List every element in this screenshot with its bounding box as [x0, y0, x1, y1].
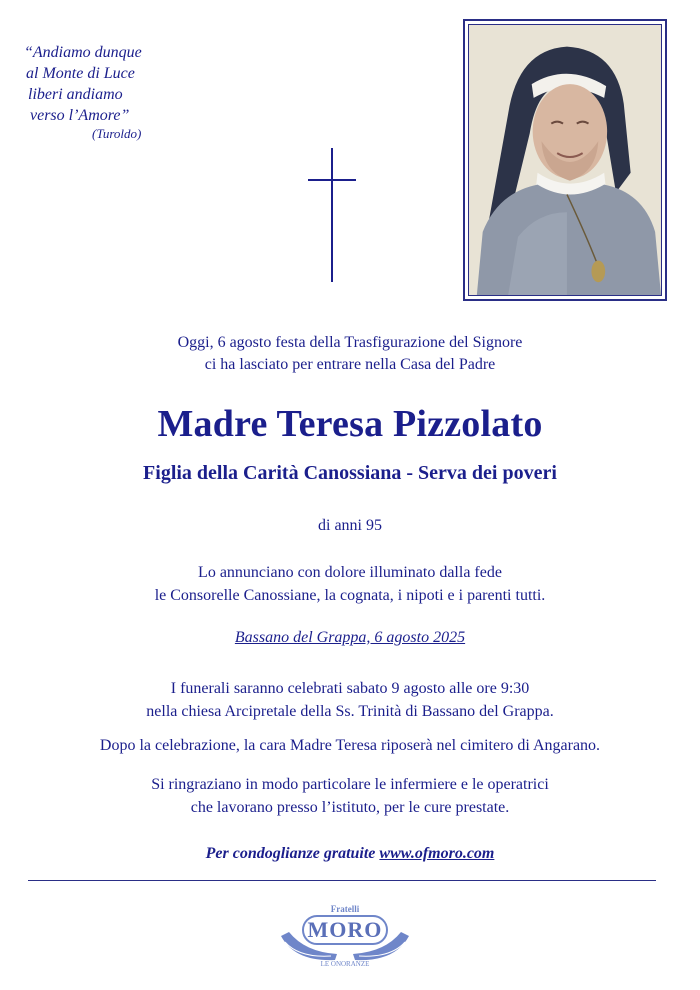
- announce-line: le Consorelle Canossiane, la cognata, i nipoti e i parenti tutti.: [154, 587, 546, 604]
- condolences-link[interactable]: www.ofmoro.com: [379, 845, 495, 862]
- logo-main-text: MORO: [307, 917, 383, 942]
- place-date: Bassano del Grappa, 6 agosto 2025: [234, 629, 466, 646]
- quote-line: al Monte di Luce: [26, 65, 135, 82]
- quote-line: “Andiamo dunque: [24, 44, 142, 61]
- funeral-line: nella chiesa Arcipretale della Ss. Trinità di Bassano del Grappa.: [146, 703, 554, 720]
- logo-top-text: Fratelli: [330, 904, 360, 914]
- deceased-name: Madre Teresa Pizzolato: [157, 403, 543, 445]
- portrait-photo: [468, 24, 662, 296]
- quote-line: liberi andiamo: [28, 86, 123, 103]
- quote-block: [22, 42, 172, 142]
- announcement-intro: [0, 332, 700, 376]
- condolences-label: Per condoglianze gratuite: [205, 845, 376, 862]
- intro-line: ci ha lasciato per entrare nella Casa del Padre: [204, 356, 496, 373]
- announce-line: Lo annunciano con dolore illuminato dalla fede: [198, 564, 502, 581]
- cross-icon: [308, 148, 356, 282]
- divider: [28, 880, 656, 881]
- condolences-line: [0, 845, 700, 863]
- deceased-age: di anni 95: [318, 517, 382, 534]
- thanks-line: Si ringraziano in modo particolare le infermiere e le operatrici: [151, 776, 549, 793]
- intro-line: Oggi, 6 agosto festa della Trasfigurazione del Signore: [177, 334, 523, 351]
- funeral-home-logo: [275, 902, 415, 972]
- funeral-info: [0, 677, 700, 723]
- thanks-text: [0, 773, 700, 819]
- quote-line: verso l’Amore”: [30, 107, 130, 124]
- quote-author: (Turoldo): [92, 126, 142, 141]
- thanks-line: che lavorano presso l’istituto, per le cure prestate.: [190, 799, 510, 816]
- announcers-text: [0, 561, 700, 607]
- funeral-line: I funerali saranno celebrati sabato 9 agosto alle ore 9:30: [170, 680, 530, 697]
- nun-portrait-image: [469, 25, 661, 295]
- logo-bottom-text: LE ONORANZE: [320, 960, 370, 968]
- deceased-subtitle: Figlia della Carità Canossiana - Serva dei poveri: [143, 462, 557, 484]
- burial-info: Dopo la celebrazione, la cara Madre Teresa riposerà nel cimitero di Angarano.: [99, 737, 601, 754]
- portrait-frame: [463, 19, 667, 301]
